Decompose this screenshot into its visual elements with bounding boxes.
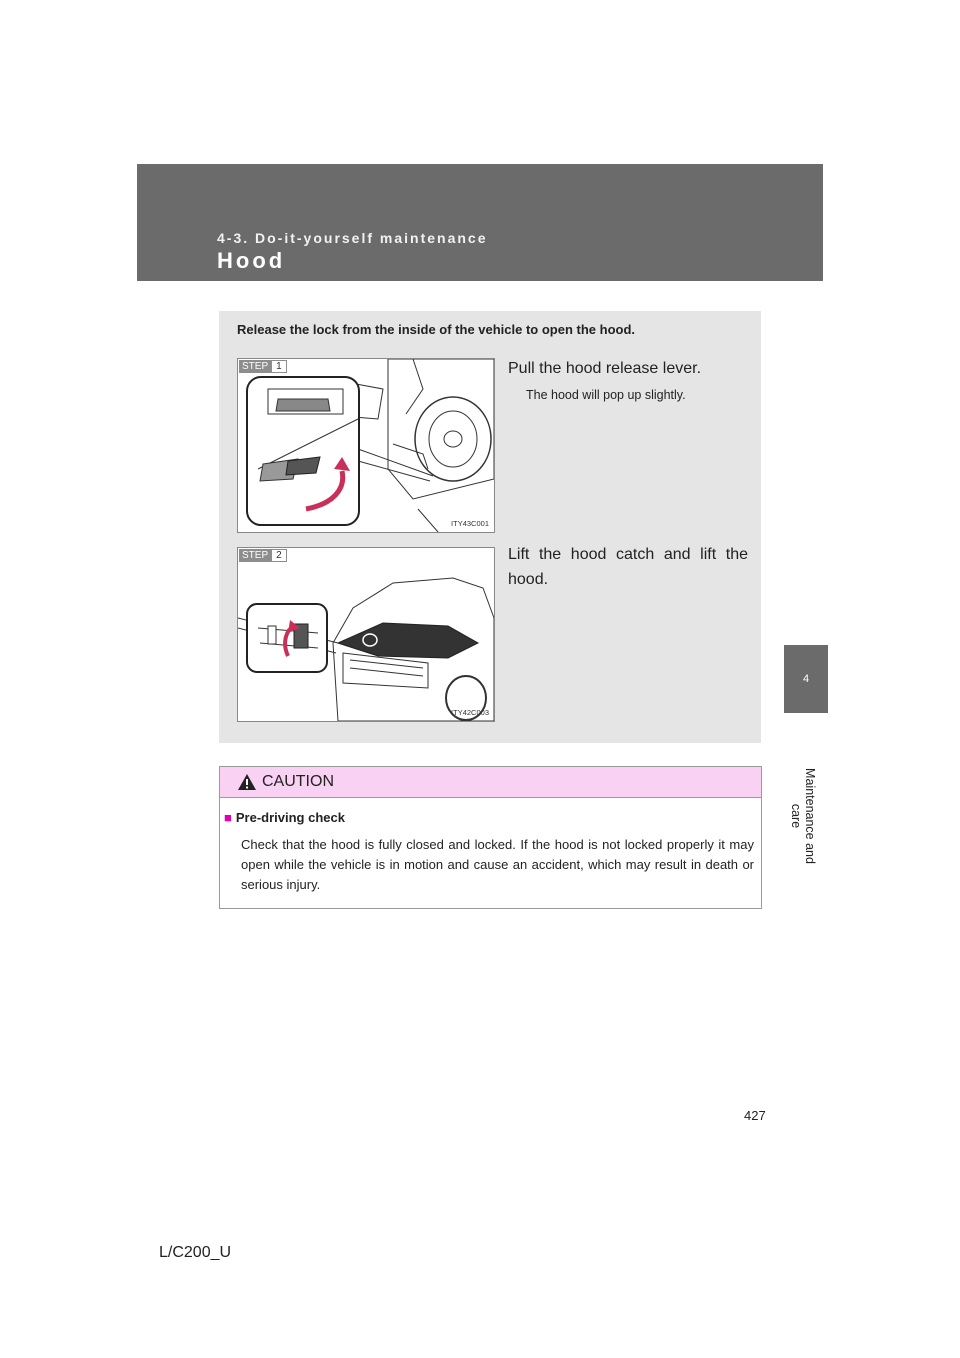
procedure-panel [219, 311, 761, 743]
caution-box [219, 766, 762, 909]
step-2-figure-code: ITY42C003 [451, 708, 489, 717]
step-1-instruction: Pull the hood release lever. [508, 360, 702, 377]
chapter-header [137, 164, 823, 281]
section-title: 4-3. Do-it-yourself maintenance [217, 230, 488, 246]
chapter-tab[interactable]: 4 [784, 645, 828, 713]
step-1-figure-code: ITY43C001 [451, 519, 489, 528]
step-2-figure [237, 547, 495, 722]
chapter-tab-label: Maintenance and care [789, 768, 817, 864]
bullet-square-icon: ■ [224, 810, 232, 825]
step-2-badge: STEP 2 [239, 549, 287, 562]
caution-title: CAUTION [262, 773, 334, 790]
hood-release-lever-illustration [238, 359, 494, 532]
caution-body: Check that the hood is fully closed and locked. If the hood is not locked properly it may open while the vehicle is in motion and cause an accident, which may result in death or serious injury. [241, 837, 754, 892]
warning-icon [237, 773, 257, 791]
document-code: L/C200_U [159, 1244, 232, 1261]
page-title: Hood [217, 248, 286, 273]
procedure-intro: Release the lock from the inside of the vehicle to open the hood. [237, 322, 636, 337]
step-1-figure [237, 358, 495, 533]
step-1-badge: STEP 1 [239, 360, 287, 373]
caution-header [220, 767, 761, 798]
page-number: 427 [744, 1108, 766, 1123]
step-1-note: The hood will pop up slightly. [526, 388, 686, 402]
hood-catch-illustration [238, 548, 494, 721]
step-2-instruction: Lift the hood catch and lift the hood. [508, 546, 748, 588]
caution-heading: ■ Pre-driving check [224, 810, 345, 825]
